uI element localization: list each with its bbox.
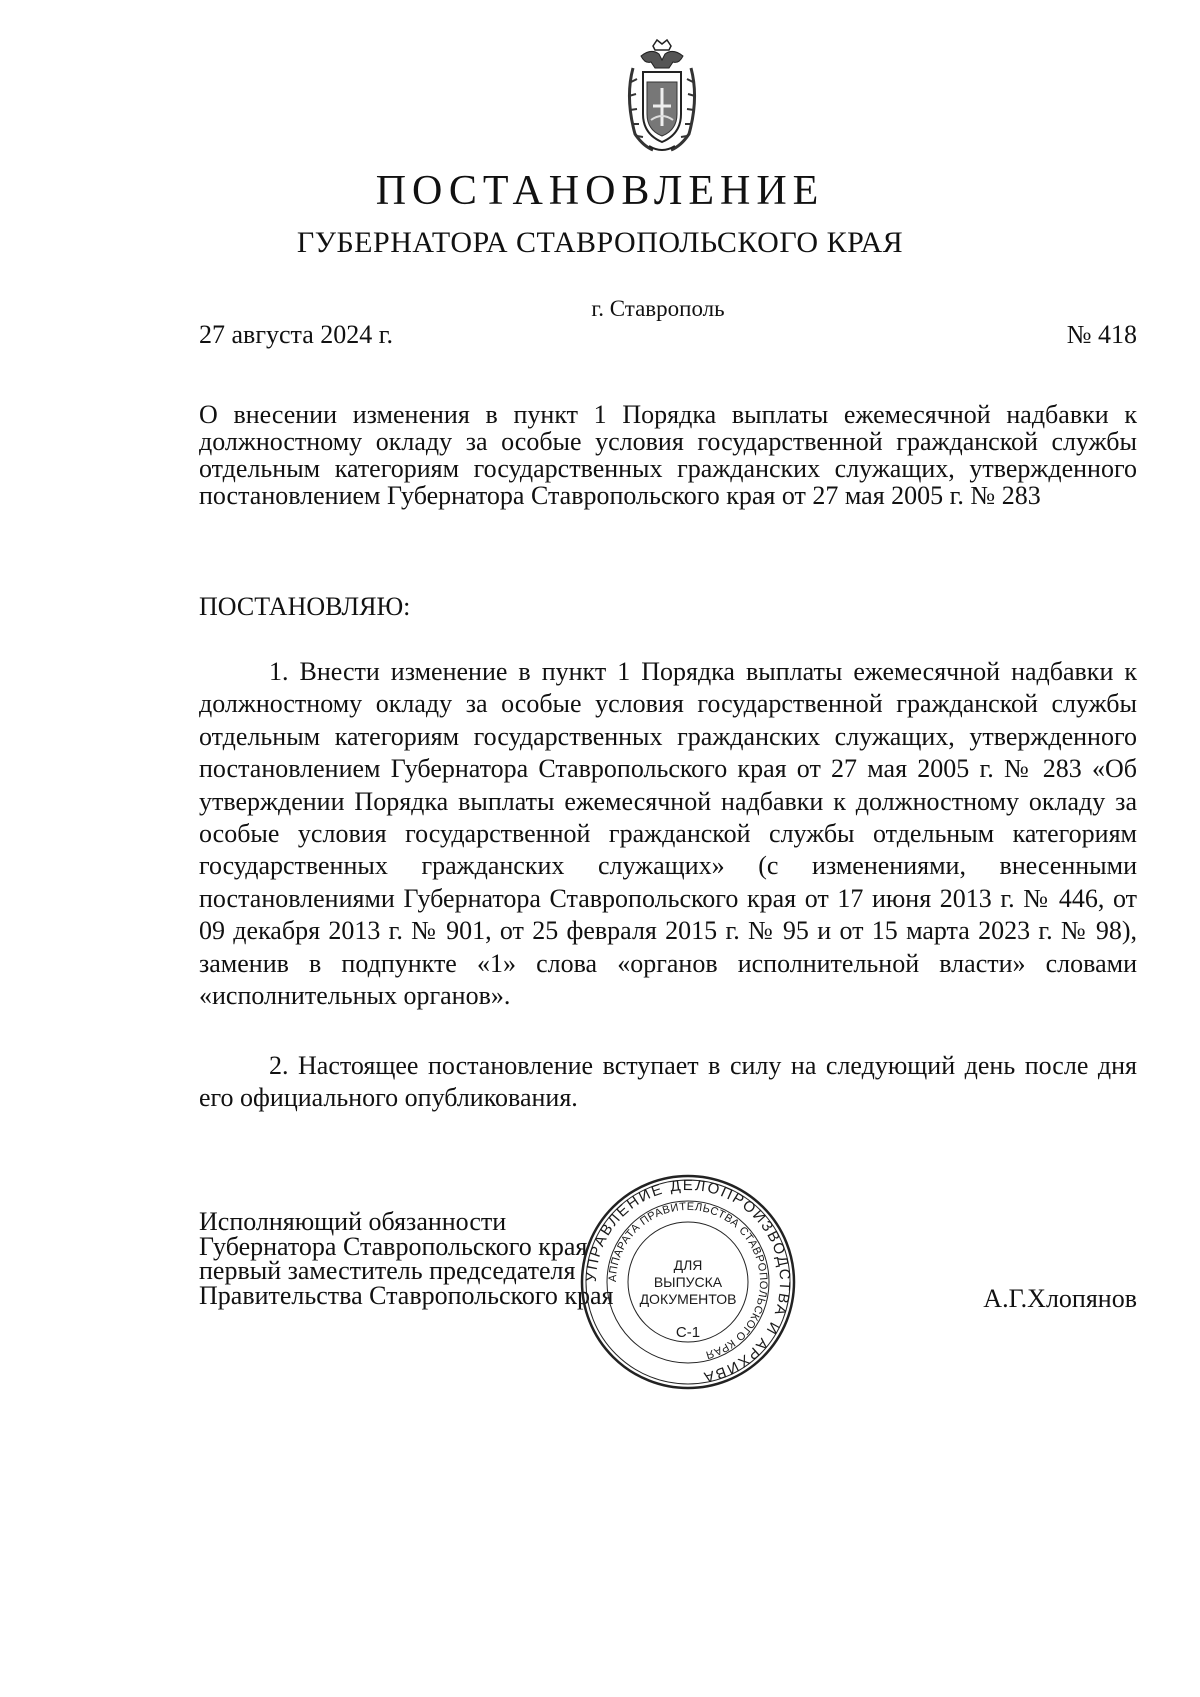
signature-line: Губернатора Ставропольского края — [199, 1231, 588, 1261]
signature-line: Исполняющий обязанности — [199, 1207, 507, 1236]
city-label: г. Ставрополь — [591, 296, 725, 321]
document-date: 27 августа 2024 г. — [199, 320, 393, 349]
document-title: ПОСТАНОВЛЕНИЕ — [375, 168, 825, 214]
stamp-outer-ring-text: УПРАВЛЕНИЕ ДЕЛОПРОИЗВОДСТВА И АРХИВА — [582, 1176, 794, 1386]
signer-name: А.Г.Хлопянов — [983, 1284, 1137, 1313]
signature-line: первый заместитель председателя — [199, 1256, 576, 1285]
document-subtitle: ГУБЕРНАТОРА СТАВРОПОЛЬСКОГО КРАЯ — [296, 226, 904, 259]
signature-block — [199, 1207, 614, 1310]
document-number: № 418 — [1066, 320, 1137, 349]
coat-of-arms-icon — [623, 38, 701, 156]
stamp-center-line: ДЛЯ — [673, 1257, 703, 1273]
stamp-code: С-1 — [675, 1324, 701, 1341]
stamp-inner-ring-text: АППАРАТА ПРАВИТЕЛЬСТВА СТАВРОПОЛЬСКОГО КРАЯ — [606, 1200, 770, 1361]
paragraph-2: 2. Настоящее постановление вступает в силу на следующий день после дня его официального опубликования. — [199, 1051, 1137, 1113]
document-subject: О внесении изменения в пункт 1 Порядка выплаты ежемесячной надбавки к должностному окладу за особые условия государственной гражданской службы отдельным категориям государственных гражданских служащих, утвержденного постановлением Губернатора Ставропольского края от 27 мая 2005 г. № 283 — [199, 400, 1137, 510]
decree-word: ПОСТАНОВЛЯЮ: — [199, 592, 411, 621]
paragraph-1: 1. Внести изменение в пункт 1 Порядка выплаты ежемесячной надбавки к должностному окладу за особые условия государственной гражданской службы отдельным категориям государственных гражданских служащих, утвержденного постановлением Губернатора Ставропольского края от 27 мая 2005 г. № 283 «Об утверждении Порядка выплаты ежемесячной надбавки к должностному окладу за особые условия государственной гражданской службы отдельным категориям государственных гражданских служащих» (с изменениями, внесенными постановлениями Губернатора Ставропольского края от 17 июня 2013 г. № 446, от 09 декабря 2013 г. № 901, от 25 февраля 2015 г. № 95 и от 15 марта 2023 г. № 98), заменив в подпункте «1» слова «органов исполнительной власти» словами «исполнительных органов». — [199, 657, 1137, 1011]
official-stamp — [578, 1172, 798, 1392]
stamp-center-line: ВЫПУСКА — [653, 1274, 723, 1290]
signature-line: Правительства Ставропольского края — [199, 1280, 614, 1310]
stamp-center-line: ДОКУМЕНТОВ — [639, 1291, 737, 1307]
